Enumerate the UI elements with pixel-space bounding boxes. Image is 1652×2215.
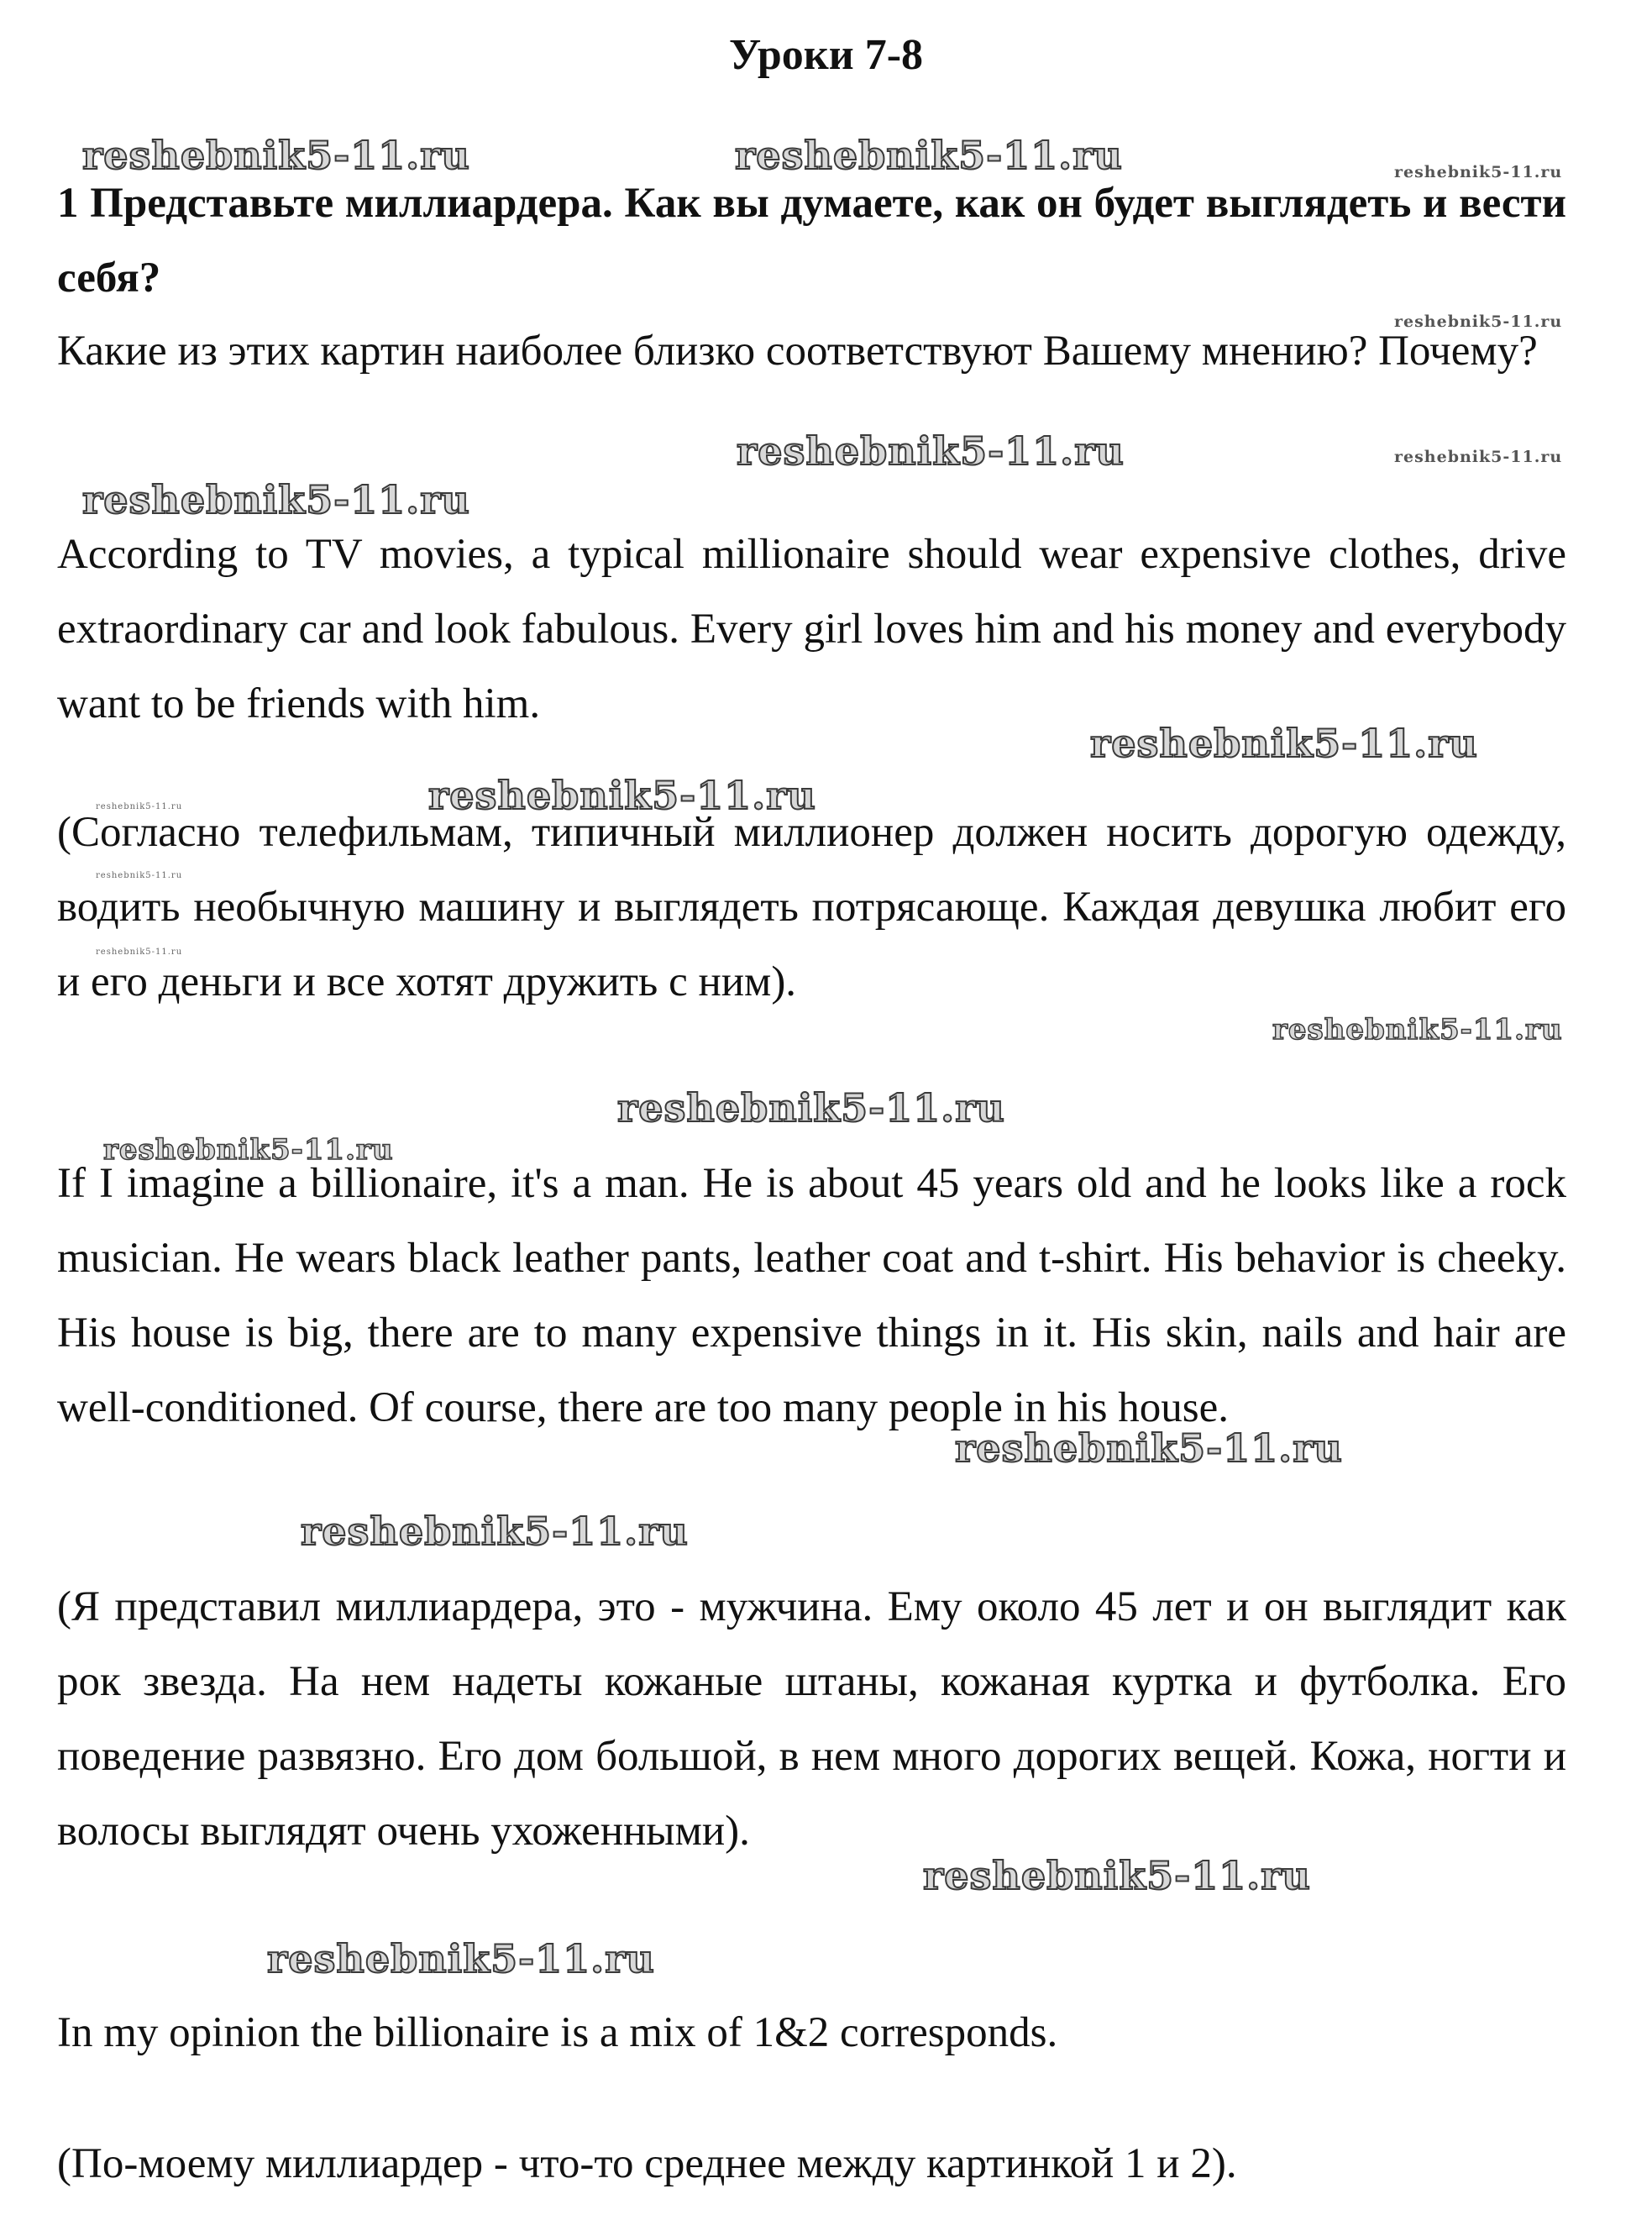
watermark: reshebnik5-11.ru [617,1085,1005,1131]
watermark: reshebnik5-11.ru [923,1853,1311,1898]
watermark: reshebnik5-11.ru [1272,1013,1563,1047]
watermark: reshebnik5-11.ru [103,1133,394,1167]
watermark: reshebnik5-11.ru [1394,312,1563,331]
paragraph-russian-3: (По-моему миллиардер - что-то среднее между картинкой 1 и 2). [57,2140,1237,2187]
watermark: reshebnik5-11.ru [737,428,1125,474]
paragraph-english-3: In my opinion the billionaire is a mix of 1&2 corresponds. [57,2009,1058,2056]
watermark: reshebnik5-11.ru [428,773,816,818]
watermark: reshebnik5-11.ru [96,871,183,880]
task-instruction: Какие из этих картин наиболее близко соответствуют Вашему мнению? Почему? [57,328,1538,375]
watermark: reshebnik5-11.ru [735,133,1123,178]
watermark: reshebnik5-11.ru [82,133,470,178]
paragraph-english-1: According to TV movies, a typical millionaire should wear expensive clothes, drive extraordinary car and look fabulous. Every girl loves him and his money and everybody want to be friends with him. [57,531,1566,727]
watermark: reshebnik5-11.ru [1394,163,1563,181]
paragraph-russian-1: (Согласно телефильмам, типичный миллионер должен носить дорогую одежду, водить необычную машину и выглядеть потрясающе. Каждая девушка любит его и его деньги и все хотят дружить с ним). [57,809,1566,1005]
paragraph-english-2: If I imagine a billionaire, it's a man. He is about 45 years old and he looks like a rock musician. He wears black leather pants, leather coat and t-shirt. His behavior is cheeky. His house is big, there are to many expensive things in it. His skin, nails and hair are well-conditioned. Of course, there are too many people in his house. [57,1160,1566,1431]
watermark: reshebnik5-11.ru [267,1936,655,1981]
watermark: reshebnik5-11.ru [301,1509,689,1554]
watermark: reshebnik5-11.ru [1394,448,1563,466]
watermark: reshebnik5-11.ru [96,802,183,811]
task-heading: 1 Представьте миллиардера. Как вы думаете, как он будет выглядеть и вести себя? [57,180,1566,302]
watermark: reshebnik5-11.ru [955,1425,1343,1471]
paragraph-russian-2: (Я представил миллиардера, это - мужчина. Ему около 45 лет и он выглядит как рок звезда. На нем надеты кожаные штаны, кожаная куртка и футболка. Его поведение развязно. Его дом большой, в нем много дорогих вещей. Кожа, ногти и волосы выглядят очень ухоженными). [57,1583,1566,1855]
page-title: Уроки 7-8 [728,31,924,79]
watermark: reshebnik5-11.ru [96,947,183,957]
watermark: reshebnik5-11.ru [1090,721,1478,766]
watermark: reshebnik5-11.ru [82,477,470,522]
